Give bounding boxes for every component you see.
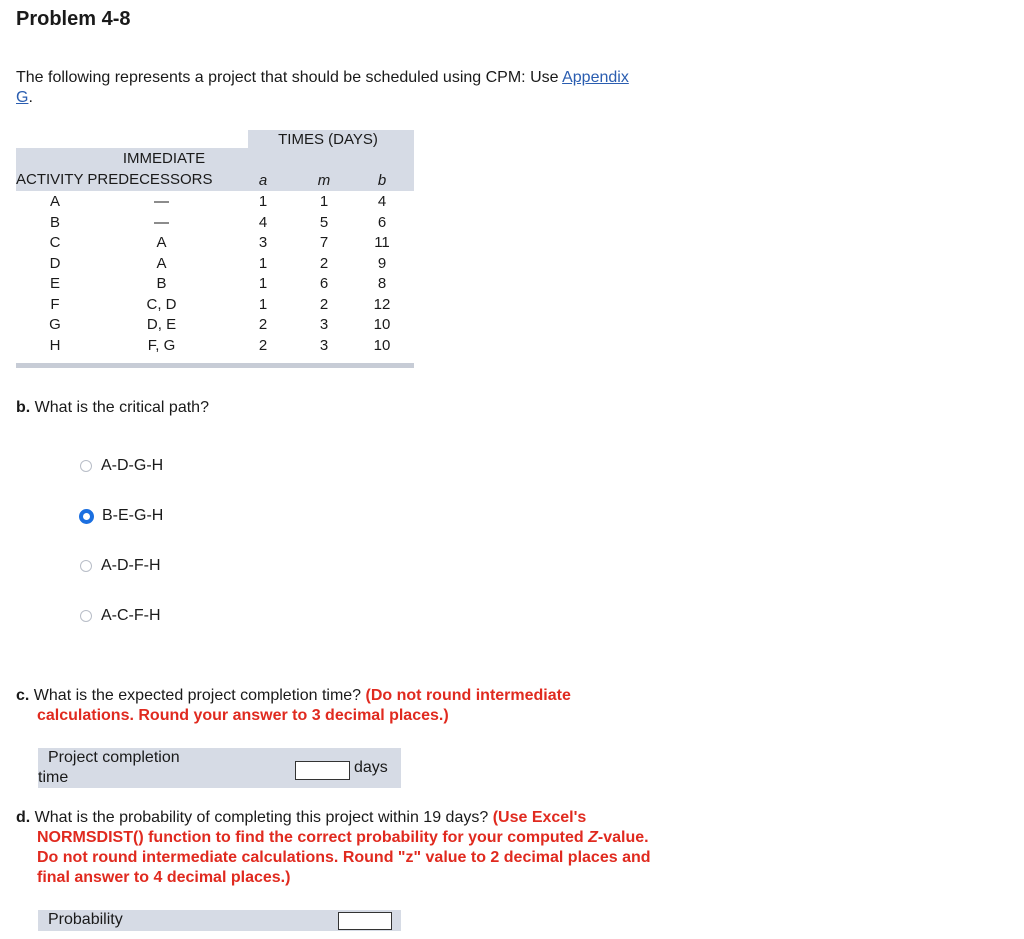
critical-path-option[interactable] <box>80 457 163 475</box>
activity-cell: H <box>49 336 61 354</box>
a-time-cell: 2 <box>258 316 268 333</box>
probability-input[interactable] <box>338 912 392 930</box>
table-bottom-rule <box>16 363 414 368</box>
pred-header-line1: IMMEDIATE <box>122 150 206 167</box>
m-time-cell: 1 <box>319 193 329 210</box>
appendix-link[interactable]: Appendix G <box>16 69 629 106</box>
completion-time-label: Project completion time <box>38 749 180 786</box>
a-time-cell: 1 <box>258 295 268 313</box>
m-time-cell: 5 <box>319 213 329 231</box>
b-time-cell: 6 <box>377 213 387 231</box>
question-b: b. What is the critical path? <box>16 399 209 416</box>
activity-cell: G <box>49 316 61 333</box>
a-time-cell: 2 <box>258 336 268 354</box>
a-time-cell: 3 <box>258 234 268 251</box>
activity-cell: B <box>49 213 60 231</box>
predecessor-cell: — <box>154 193 169 210</box>
m-time-cell: 3 <box>319 316 329 333</box>
m-time-cell: 2 <box>319 295 329 313</box>
predecessor-cell: D, E <box>146 316 177 333</box>
probability-row <box>38 910 401 931</box>
radio-unselected-icon[interactable] <box>80 460 92 472</box>
activity-cell: A <box>49 193 60 210</box>
b-time-cell: 10 <box>373 336 391 354</box>
predecessor-cell: B <box>156 275 167 292</box>
col-m-header: m <box>317 172 331 189</box>
a-time-cell: 4 <box>258 213 268 231</box>
option-label: A-C-F-H <box>101 607 161 624</box>
a-time-cell: 1 <box>258 275 268 292</box>
m-time-cell: 6 <box>319 275 329 292</box>
completion-time-row <box>38 748 401 788</box>
b-time-cell: 10 <box>373 316 391 333</box>
b-time-cell: 11 <box>374 234 390 251</box>
predecessor-cell: A <box>156 254 167 272</box>
col-a-header: a <box>258 172 268 189</box>
radio-selected-icon[interactable] <box>79 509 94 524</box>
option-label: A-D-F-H <box>101 557 161 574</box>
radio-unselected-icon[interactable] <box>80 560 92 572</box>
b-time-cell: 4 <box>377 193 387 210</box>
m-time-cell: 7 <box>319 234 329 251</box>
option-label: A-D-G-H <box>101 457 164 474</box>
b-time-cell: 8 <box>377 275 387 292</box>
m-time-cell: 2 <box>319 254 329 272</box>
b-time-cell: 12 <box>373 295 391 313</box>
question-c: c. What is the expected project completion time? (Do not round intermediate calculations. Round your answer to 3 decimal places.) <box>16 687 571 724</box>
col-b-header: b <box>377 172 387 189</box>
question-d: d. What is the probability of completing this project within 19 days? (Use Excel's NORMSDIST() function to find the correct probability for your computed Z-value. Do not round intermediate calculations. Round "z" value to 2 decimal places and final answer to 4 decimal places.) <box>16 809 651 886</box>
radio-unselected-icon[interactable] <box>80 610 92 622</box>
times-header: TIMES (DAYS) <box>278 131 378 148</box>
intro-body: The following represents a project that should be scheduled using CPM: Use <box>16 69 563 86</box>
activity-cell: E <box>49 275 60 292</box>
page-title: Problem 4-8 <box>16 8 131 30</box>
a-time-cell: 1 <box>258 254 268 272</box>
a-time-cell: 1 <box>258 193 268 210</box>
m-time-cell: 3 <box>319 336 329 354</box>
b-time-cell: 9 <box>377 254 387 272</box>
critical-path-option[interactable] <box>80 507 163 525</box>
predecessor-cell: — <box>154 213 169 231</box>
predecessor-cell: F, G <box>147 336 176 354</box>
critical-path-option[interactable] <box>80 557 161 575</box>
predecessor-cell: A <box>156 234 167 251</box>
activity-cell: D <box>49 254 61 272</box>
probability-label: Probability <box>48 911 123 928</box>
activity-cell: C <box>49 234 61 251</box>
completion-time-input[interactable] <box>295 761 350 780</box>
activity-times-table <box>16 130 414 370</box>
days-unit: days <box>354 759 388 776</box>
predecessor-cell: C, D <box>146 295 177 313</box>
activity-pred-header: ACTIVITY PREDECESSORS <box>16 171 213 188</box>
critical-path-option[interactable] <box>80 607 161 625</box>
option-label: B-E-G-H <box>102 507 164 524</box>
intro-text: The following represents a project that should be scheduled using CPM: Use Appendix G. <box>16 69 629 106</box>
activity-cell: F <box>50 295 60 313</box>
